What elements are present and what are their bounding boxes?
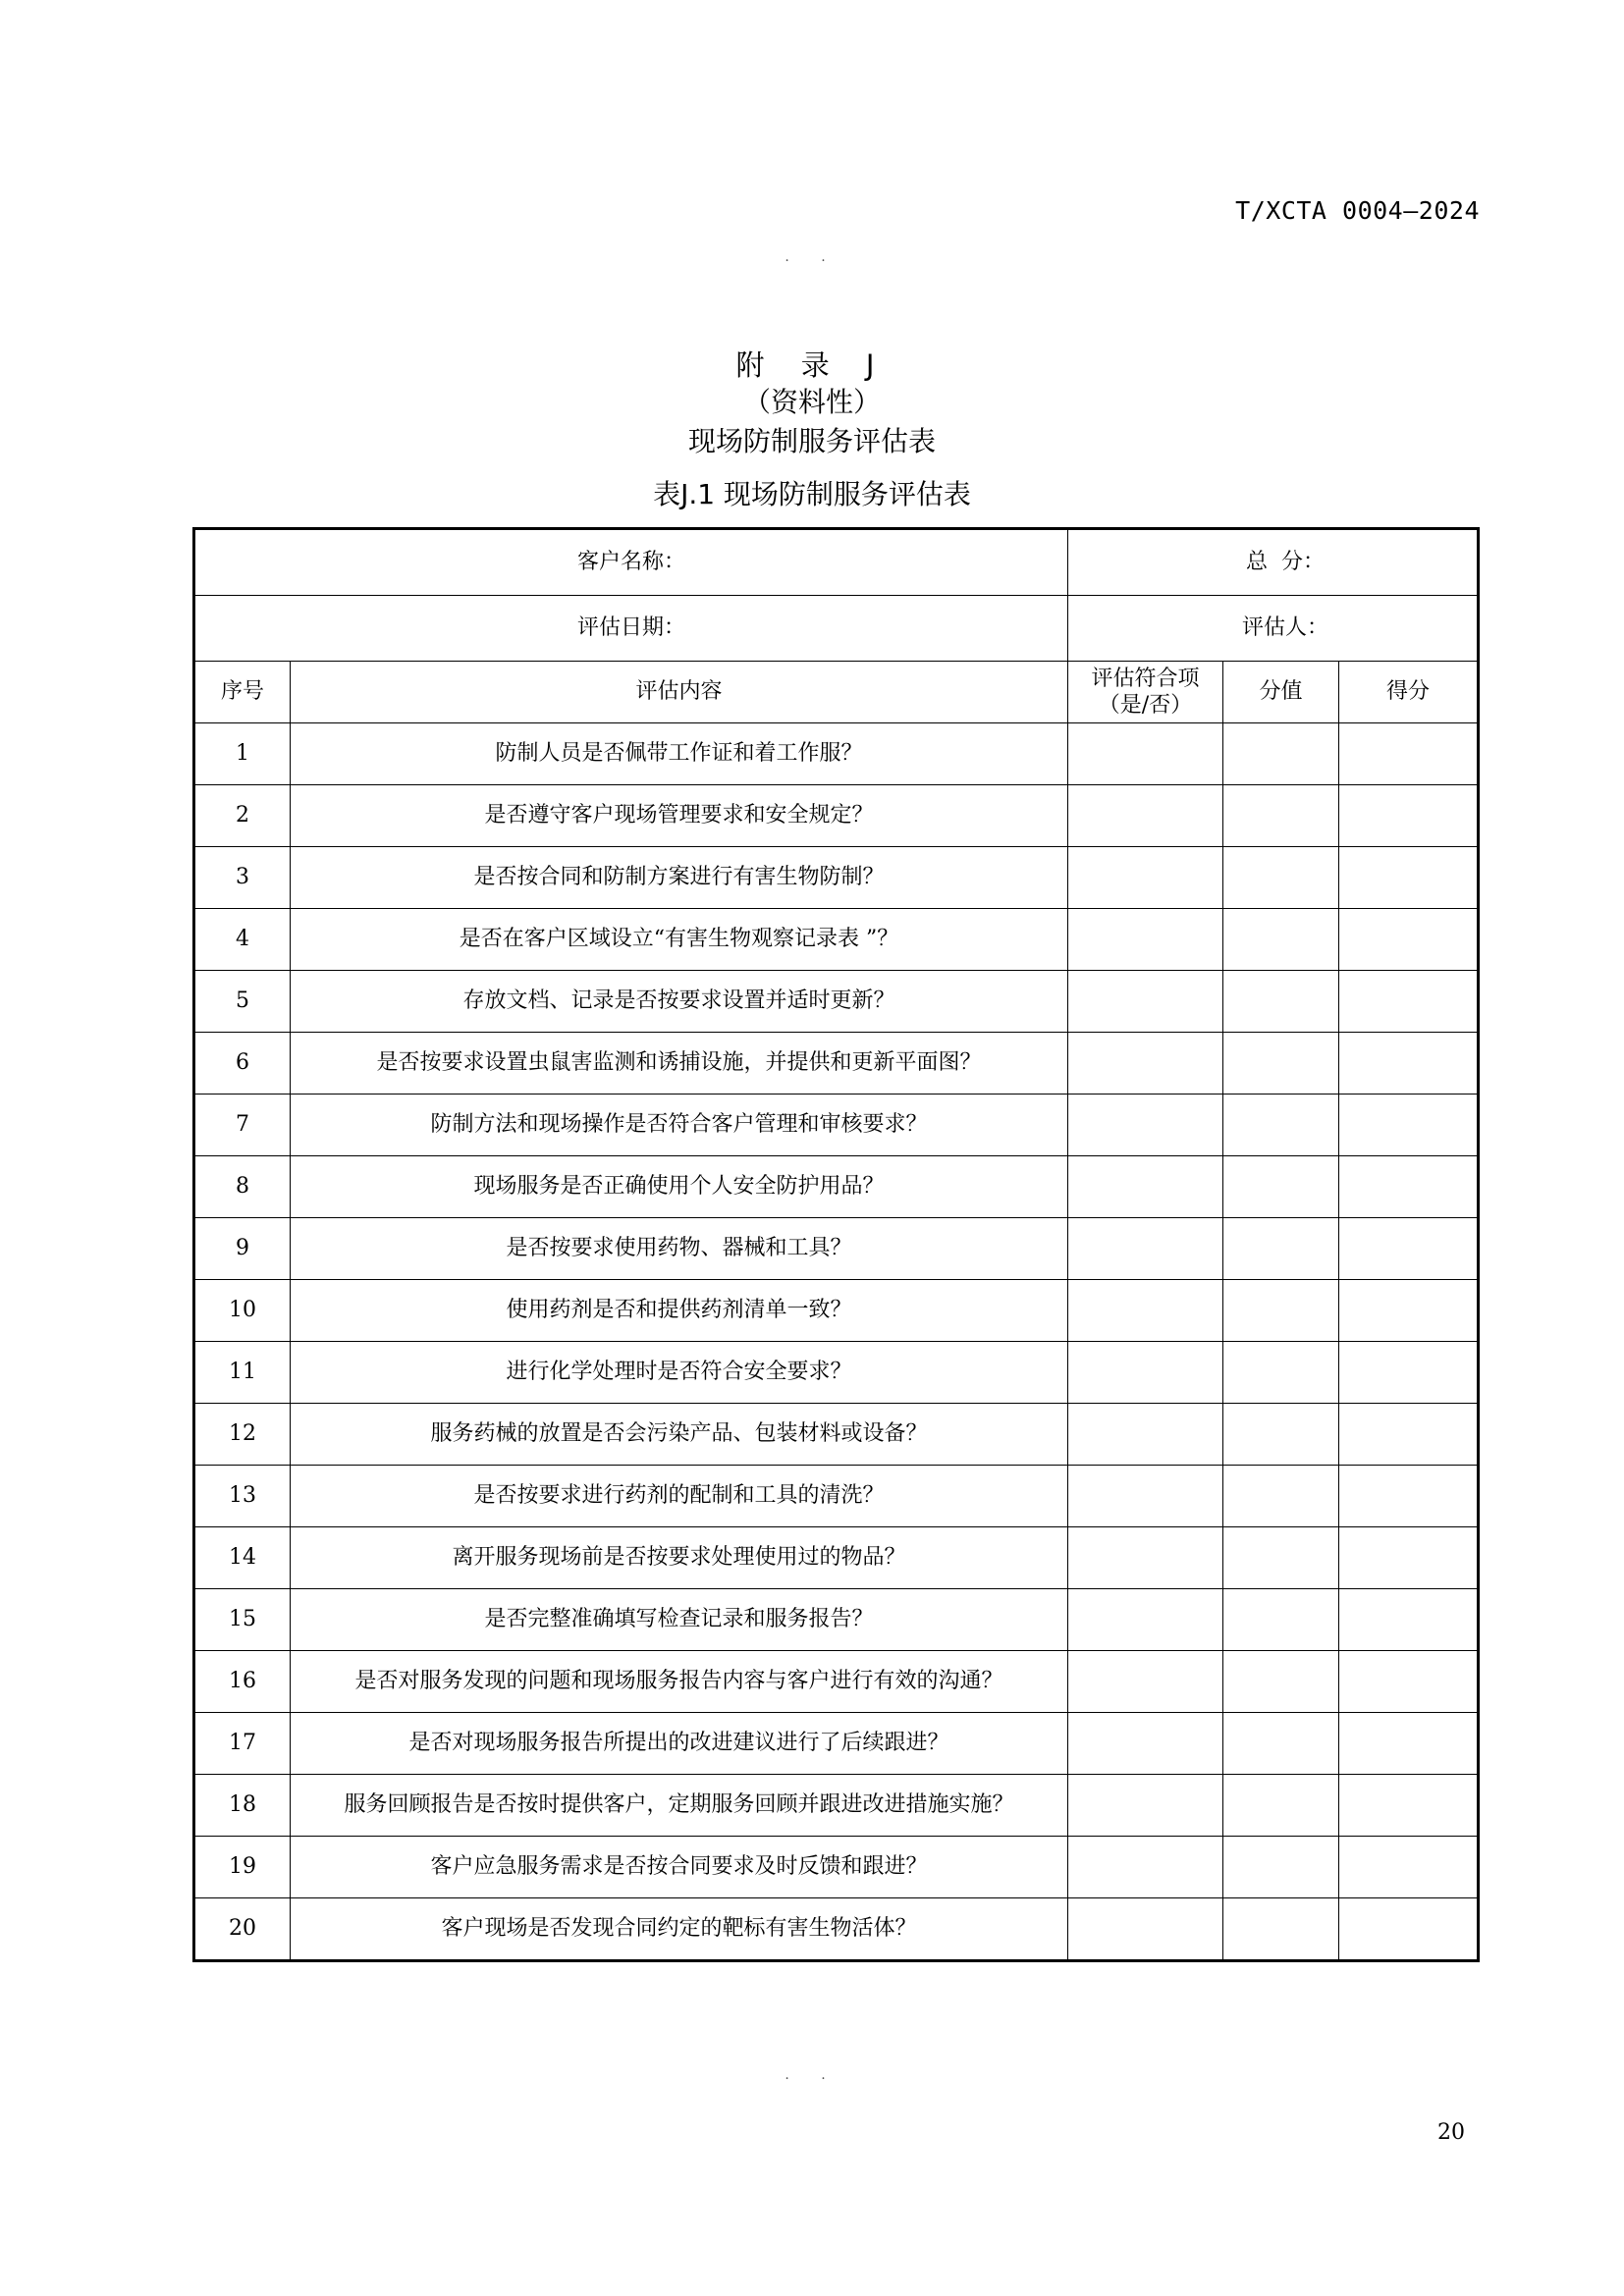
row-score-cell[interactable]: [1339, 1033, 1479, 1095]
row-value-cell[interactable]: [1223, 1033, 1339, 1095]
header-compliance: [1068, 662, 1223, 723]
row-content: 防制方法和现场操作是否符合客户管理和审核要求？: [291, 1095, 1068, 1156]
header-content: 评估内容: [291, 662, 1068, 723]
row-content: 现场服务是否正确使用个人安全防护用品？: [291, 1156, 1068, 1218]
row-compliance-cell[interactable]: [1068, 1280, 1223, 1342]
table-row: [194, 1898, 1479, 1961]
table-header-row: [194, 662, 1479, 723]
row-compliance-cell[interactable]: [1068, 1466, 1223, 1527]
row-score-cell[interactable]: [1339, 1775, 1479, 1837]
table-row: [194, 1156, 1479, 1218]
table-row: [194, 785, 1479, 847]
row-content: 防制人员是否佩带工作证和着工作服？: [291, 723, 1068, 785]
table-row: [194, 1033, 1479, 1095]
row-number: 10: [194, 1280, 291, 1342]
row-number: 11: [194, 1342, 291, 1404]
row-number: 9: [194, 1218, 291, 1280]
row-number: 6: [194, 1033, 291, 1095]
row-score-cell[interactable]: [1339, 1156, 1479, 1218]
row-score-cell[interactable]: [1339, 1589, 1479, 1651]
row-content: 是否对服务发现的问题和现场服务报告内容与客户进行有效的沟通？: [291, 1651, 1068, 1713]
row-score-cell[interactable]: [1339, 785, 1479, 847]
footer-dots: · ·: [785, 2071, 839, 2087]
table-row: [194, 971, 1479, 1033]
table-row: [194, 1218, 1479, 1280]
row-score-cell[interactable]: [1339, 1527, 1479, 1589]
table-row: [194, 1713, 1479, 1775]
appendix-nature: （资料性）: [742, 386, 881, 418]
row-compliance-cell[interactable]: [1068, 909, 1223, 971]
row-content: 是否按要求设置虫鼠害监测和诱捕设施，并提供和更新平面图？: [291, 1033, 1068, 1095]
table-title: 表J.1 现场防制服务评估表: [653, 478, 971, 510]
table-row: [194, 847, 1479, 909]
total-score-label-1: 总: [1246, 550, 1269, 575]
table-row: [194, 909, 1479, 971]
row-score-cell[interactable]: [1339, 1404, 1479, 1466]
table-row: [194, 1527, 1479, 1589]
row-value-cell[interactable]: [1223, 1404, 1339, 1466]
row-value-cell[interactable]: [1223, 1713, 1339, 1775]
header-score: 得分: [1339, 662, 1479, 723]
row-number: 2: [194, 785, 291, 847]
row-content: 是否按要求使用药物、器械和工具？: [291, 1218, 1068, 1280]
row-number: 4: [194, 909, 291, 971]
row-number: 5: [194, 971, 291, 1033]
row-content: 离开服务现场前是否按要求处理使用过的物品？: [291, 1527, 1068, 1589]
row-number: 18: [194, 1775, 291, 1837]
table-row: [194, 1342, 1479, 1404]
row-score-cell[interactable]: [1339, 1095, 1479, 1156]
row-content: 是否遵守客户现场管理要求和安全规定？: [291, 785, 1068, 847]
row-compliance-cell[interactable]: [1068, 1713, 1223, 1775]
table-row: [194, 1837, 1479, 1898]
row-value-cell[interactable]: [1223, 1342, 1339, 1404]
row-number: 8: [194, 1156, 291, 1218]
header-no: 序号: [194, 662, 291, 723]
assessment-date-label: 评估日期：: [577, 615, 686, 641]
row-value-cell[interactable]: [1223, 1775, 1339, 1837]
row-compliance-cell[interactable]: [1068, 723, 1223, 785]
assessment-date-cell[interactable]: [194, 596, 1068, 662]
row-score-cell[interactable]: [1339, 723, 1479, 785]
row-compliance-cell[interactable]: [1068, 1156, 1223, 1218]
table-row: [194, 723, 1479, 785]
row-compliance-cell[interactable]: [1068, 1342, 1223, 1404]
row-compliance-cell[interactable]: [1068, 1527, 1223, 1589]
row-number: 17: [194, 1713, 291, 1775]
row-compliance-cell[interactable]: [1068, 971, 1223, 1033]
row-score-cell[interactable]: [1339, 847, 1479, 909]
row-score-cell[interactable]: [1339, 1713, 1479, 1775]
row-score-cell[interactable]: [1339, 1898, 1479, 1961]
row-compliance-cell[interactable]: [1068, 785, 1223, 847]
appendix-title: 现场防制服务评估表: [687, 425, 936, 457]
row-compliance-cell[interactable]: [1068, 1033, 1223, 1095]
row-compliance-cell[interactable]: [1068, 1837, 1223, 1898]
row-score-cell[interactable]: [1339, 1651, 1479, 1713]
row-compliance-cell[interactable]: [1068, 1095, 1223, 1156]
row-value-cell[interactable]: [1223, 1156, 1339, 1218]
evaluation-table: [192, 527, 1480, 1962]
row-content: 使用药剂是否和提供药剂清单一致？: [291, 1280, 1068, 1342]
row-compliance-cell[interactable]: [1068, 1589, 1223, 1651]
row-content: 服务回顾报告是否按时提供客户，定期服务回顾并跟进改进措施实施？: [291, 1775, 1068, 1837]
row-compliance-cell[interactable]: [1068, 847, 1223, 909]
row-content: 是否在客户区域设立“有害生物观察记录表 ”？: [291, 909, 1068, 971]
row-number: 7: [194, 1095, 291, 1156]
page-number: 20: [1437, 2120, 1465, 2145]
row-value-cell[interactable]: [1223, 1527, 1339, 1589]
row-value-cell[interactable]: [1223, 723, 1339, 785]
row-content: 进行化学处理时是否符合安全要求？: [291, 1342, 1068, 1404]
assessor-label: 评估人：: [1242, 615, 1329, 641]
row-value-cell[interactable]: [1223, 1466, 1339, 1527]
row-value-cell[interactable]: [1223, 785, 1339, 847]
row-value-cell[interactable]: [1223, 1837, 1339, 1898]
row-score-cell[interactable]: [1339, 1342, 1479, 1404]
row-compliance-cell[interactable]: [1068, 1775, 1223, 1837]
date-info-row: [194, 596, 1479, 662]
row-value-cell[interactable]: [1223, 1280, 1339, 1342]
table-row: [194, 1466, 1479, 1527]
customer-info-row: [194, 529, 1479, 596]
header-compliance-line2: （是/否）: [1098, 693, 1193, 718]
row-content: 存放文档、记录是否按要求设置并适时更新？: [291, 971, 1068, 1033]
row-score-cell[interactable]: [1339, 1837, 1479, 1898]
row-value-cell[interactable]: [1223, 1898, 1339, 1961]
header-value: 分值: [1223, 662, 1339, 723]
row-content: 是否对现场服务报告所提出的改进建议进行了后续跟进？: [291, 1713, 1068, 1775]
row-number: 15: [194, 1589, 291, 1651]
total-score-label-2: 分：: [1281, 550, 1326, 575]
row-compliance-cell[interactable]: [1068, 1218, 1223, 1280]
table-row: [194, 1280, 1479, 1342]
row-number: 16: [194, 1651, 291, 1713]
header-compliance-line1: 评估符合项: [1091, 666, 1200, 691]
row-compliance-cell[interactable]: [1068, 1651, 1223, 1713]
table-row: [194, 1095, 1479, 1156]
row-score-cell[interactable]: [1339, 909, 1479, 971]
row-content: 客户现场是否发现合同约定的靶标有害生物活体？: [291, 1898, 1068, 1961]
row-number: 1: [194, 723, 291, 785]
table-row: [194, 1589, 1479, 1651]
row-value-cell[interactable]: [1223, 847, 1339, 909]
customer-name-cell[interactable]: [194, 529, 1068, 596]
row-value-cell[interactable]: [1223, 1095, 1339, 1156]
table-row: [194, 1404, 1479, 1466]
row-content: 是否按合同和防制方案进行有害生物防制？: [291, 847, 1068, 909]
row-number: 14: [194, 1527, 291, 1589]
row-content: 是否按要求进行药剂的配制和工具的清洗？: [291, 1466, 1068, 1527]
row-value-cell[interactable]: [1223, 971, 1339, 1033]
header-dots: · ·: [785, 253, 839, 269]
row-number: 3: [194, 847, 291, 909]
row-number: 13: [194, 1466, 291, 1527]
row-score-cell[interactable]: [1339, 1280, 1479, 1342]
document-code: T/XCTA 0004—2024: [1235, 196, 1480, 225]
row-compliance-cell[interactable]: [1068, 1404, 1223, 1466]
row-content: 服务药械的放置是否会污染产品、包装材料或设备？: [291, 1404, 1068, 1466]
row-compliance-cell[interactable]: [1068, 1898, 1223, 1961]
row-score-cell[interactable]: [1339, 971, 1479, 1033]
row-number: 20: [194, 1898, 291, 1961]
row-value-cell[interactable]: [1223, 1218, 1339, 1280]
assessor-cell[interactable]: [1068, 596, 1479, 662]
total-score-cell[interactable]: [1068, 529, 1479, 596]
row-value-cell[interactable]: [1223, 1589, 1339, 1651]
row-number: 12: [194, 1404, 291, 1466]
row-value-cell[interactable]: [1223, 909, 1339, 971]
customer-name-label: 客户名称：: [577, 550, 686, 575]
table-row: [194, 1651, 1479, 1713]
row-score-cell[interactable]: [1339, 1466, 1479, 1527]
table-row: [194, 1775, 1479, 1837]
row-number: 19: [194, 1837, 291, 1898]
row-score-cell[interactable]: [1339, 1218, 1479, 1280]
row-content: 客户应急服务需求是否按合同要求及时反馈和跟进？: [291, 1837, 1068, 1898]
row-content: 是否完整准确填写检查记录和服务报告？: [291, 1589, 1068, 1651]
appendix-label: 附 录 J: [735, 348, 889, 382]
row-value-cell[interactable]: [1223, 1651, 1339, 1713]
